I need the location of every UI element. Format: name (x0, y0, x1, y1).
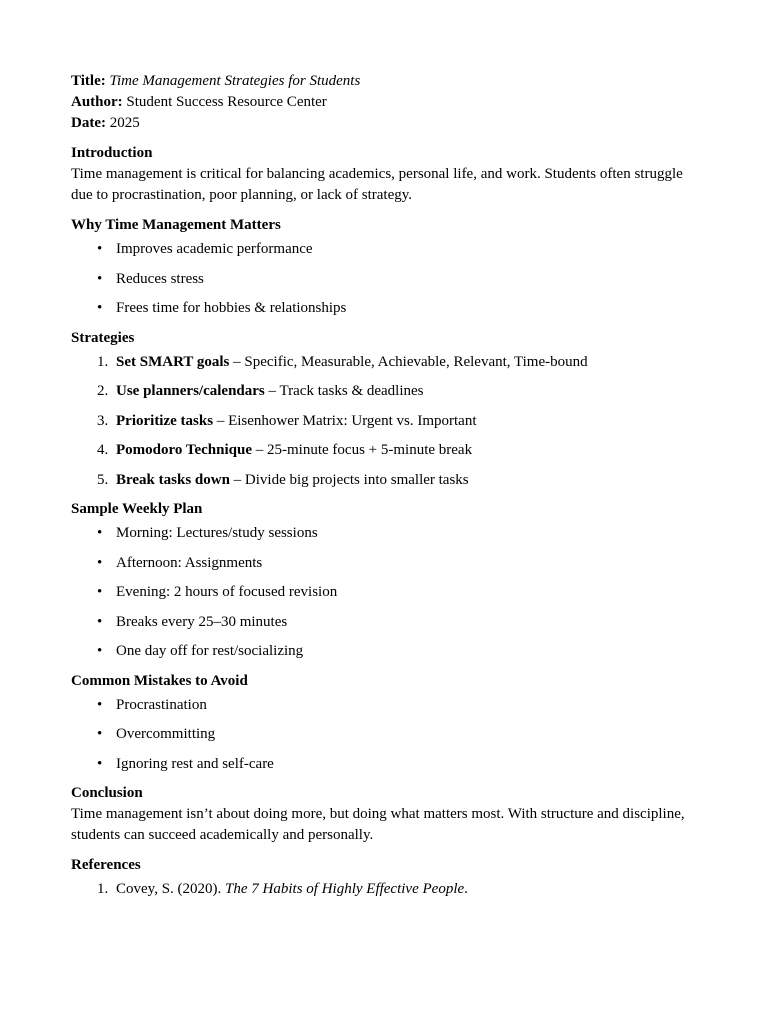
list-item (71, 239, 701, 260)
section-heading: Introduction (71, 145, 153, 161)
strategy-description: – Specific, Measurable, Achievable, Relevant, Time-bound (229, 353, 588, 370)
date-line (71, 113, 701, 134)
bullet-glyph: • (97, 270, 103, 287)
document-date: 2025 (109, 115, 140, 131)
strategy-item (71, 411, 701, 432)
numbered-list (71, 352, 701, 491)
list-item-text: Frees time for hobbies & relationships (116, 300, 347, 316)
strategy-term: Prioritize tasks (116, 412, 214, 429)
why-section (71, 215, 701, 319)
strategy-item (71, 440, 701, 461)
references-list (71, 879, 701, 900)
document-author: Student Success Resource Center (126, 94, 327, 110)
list-item-text: Afternoon: Assignments (116, 554, 263, 571)
date-label: Date: (71, 115, 106, 131)
author-label: Author: (71, 94, 123, 110)
title-line (71, 71, 701, 92)
bullet-glyph: • (97, 643, 103, 659)
list-item-text: Procrastination (116, 696, 207, 713)
strategies-section (71, 328, 701, 491)
reference-author-year: Covey, S. (2020). (116, 881, 226, 897)
bullet-glyph: • (97, 525, 103, 541)
title-label: Title: (71, 73, 106, 89)
introduction-section (71, 143, 701, 206)
bullet-glyph: • (97, 726, 103, 742)
strategy-term: Break tasks down (116, 471, 230, 488)
list-item (71, 724, 701, 745)
list-number: 1. (97, 881, 109, 897)
document-title: Time Management Strategies for Students (109, 73, 361, 89)
list-item-text: Overcommitting (116, 726, 216, 742)
list-item-text: Evening: 2 hours of focused revision (116, 584, 338, 600)
list-item (71, 298, 701, 319)
conclusion-text: Time management isn’t about doing more, but doing what matters most. With structure and discipline, students can succeed academically and personally. (71, 806, 685, 843)
bullet-glyph: • (97, 300, 103, 316)
list-item (71, 754, 701, 775)
bullet-glyph: • (97, 584, 103, 600)
list-item-text: Morning: Lectures/study sessions (116, 525, 318, 541)
section-heading: References (71, 857, 141, 873)
bullet-glyph: • (97, 696, 103, 713)
list-item-text: One day off for rest/socializing (116, 643, 304, 659)
bullet-list (71, 695, 701, 775)
strategy-description: – Divide big projects into smaller tasks (229, 471, 469, 488)
strategy-description: – Eisenhower Matrix: Urgent vs. Important (213, 412, 477, 429)
list-number: 5. (97, 471, 109, 488)
list-item-text: Breaks every 25–30 minutes (116, 613, 288, 630)
document-meta (71, 71, 701, 134)
document-content (71, 71, 701, 909)
list-item-text: Improves academic performance (116, 241, 313, 257)
section-heading: Strategies (71, 329, 135, 346)
strategy-item (71, 381, 701, 402)
strategy-item (71, 470, 701, 491)
section-heading: Sample Weekly Plan (71, 501, 203, 517)
conclusion-section (71, 783, 701, 846)
list-number: 4. (97, 442, 109, 458)
strategy-term: Set SMART goals (116, 353, 230, 370)
author-line (71, 92, 701, 113)
list-item (71, 582, 701, 603)
list-item (71, 553, 701, 574)
strategy-item (71, 352, 701, 373)
reference-suffix: . (464, 881, 468, 897)
mistakes-section (71, 671, 701, 775)
reference-title: The 7 Habits of Highly Effective People (225, 881, 465, 897)
list-item (71, 612, 701, 633)
strategy-description: – 25-minute focus + 5-minute break (252, 442, 473, 458)
section-heading: Why Time Management Matters (71, 217, 281, 233)
section-heading: Conclusion (71, 785, 143, 801)
list-item (71, 523, 701, 544)
list-item-text: Reduces stress (116, 270, 204, 287)
bullet-list (71, 523, 701, 662)
bullet-glyph: • (97, 613, 103, 630)
bullet-glyph: • (97, 241, 103, 257)
references-section (71, 855, 701, 900)
list-item (71, 269, 701, 290)
list-number: 3. (97, 412, 109, 429)
reference-item (71, 879, 701, 900)
list-number: 1. (97, 353, 109, 370)
strategy-term: Pomodoro Technique (116, 442, 253, 458)
bullet-glyph: • (97, 554, 103, 571)
strategy-term: Use planners/calendars (116, 383, 265, 399)
list-number: 2. (97, 383, 109, 399)
section-heading: Common Mistakes to Avoid (71, 672, 248, 689)
list-item-text: Ignoring rest and self-care (116, 755, 274, 772)
weekly-plan-section (71, 499, 701, 662)
strategy-description: – Track tasks & deadlines (264, 383, 424, 399)
bullet-glyph: • (97, 755, 103, 772)
bullet-list (71, 239, 701, 319)
list-item (71, 641, 701, 662)
list-item (71, 695, 701, 716)
introduction-text: Time management is critical for balancing academics, personal life, and work. Students often struggle due to procrastination, poor planning, or lack of strategy. (71, 166, 683, 203)
